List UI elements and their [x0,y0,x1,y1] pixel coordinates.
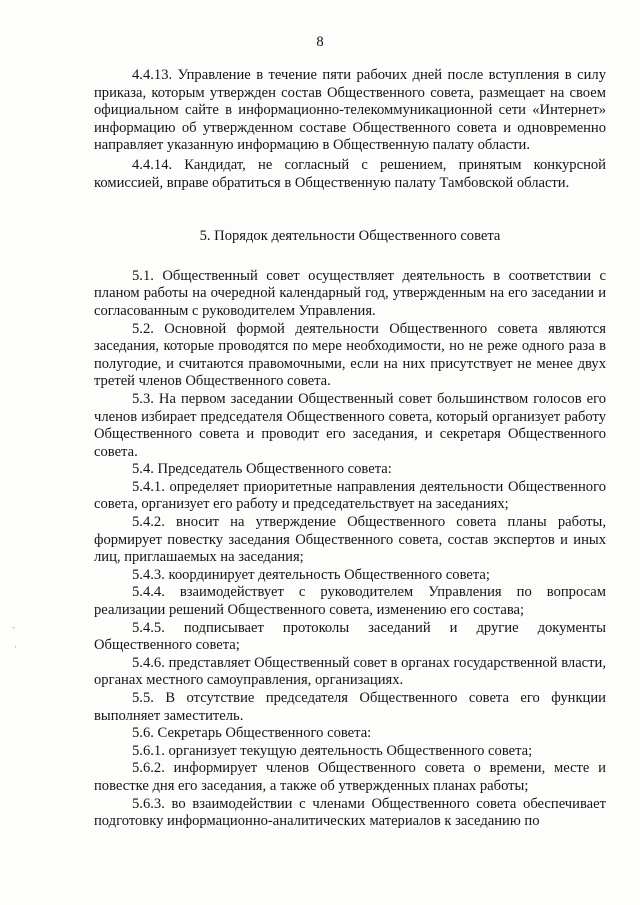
paragraph-5-4-3: 5.4.3. координирует деятельность Общественного совета; [132,566,490,583]
paragraph-5-4-4: 5.4.4. взаимодействует с руководителем Управления по вопросам реализации решений Общественного совета, изменению его состава; [94,584,606,619]
paragraph-4-4-13: 4.4.13. Управление в течение пяти рабочих дней после вступления в силу приказа, которым утвержден состав Общественного совета, размещает на своем официальном сайте в информационно-телекоммуникационной сети «Интернет» информацию об утвержденном составе Общественного совета и одновременно направляет указанную информацию в Общественную палату области. [94,67,606,154]
paragraph-4-4-14: 4.4.14. Кандидат, не согласный с решением, принятым конкурсной комиссией, вправе обратиться в Общественную палату Тамбовской области. [94,156,606,191]
paragraph-5-4-1: 5.4.1. определяет приоритетные направления деятельности Общественного совета, организует его работу и председательствует на заседаниях; [94,478,606,513]
paragraph-5-3: 5.3. На первом заседании Общественный совет большинством голосов его членов избирает председателя Общественного совета, который организует работу Общественного совета и проводит его заседания, и секретаря Общественного совета. [94,390,606,460]
paragraph-5-5: 5.5. В отсутствие председателя Общественного совета его функции выполняет заместитель. [94,690,606,724]
paragraph-5-6: 5.6. Секретарь Общественного совета: [132,725,372,742]
scan-speck: - [12,623,16,633]
paragraph-5-4-6: 5.4.6. представляет Общественный совет в органах государственной власти, органах местного самоуправления, организациях. [94,654,606,689]
paragraph-5-2: 5.2. Основной формой деятельности Общественного совета являются заседания, которые проводятся по мере необходимости, но не реже одного раза в полугодие, и считаются правомочными, если на них присутствует не менее двух третей членов Общественного совета. [94,320,606,390]
page-number: 8 [316,34,324,50]
paragraph-5-1: 5.1. Общественный совет осуществляет деятельность в соответствии с планом работы на очередной календарный год, утвержденным на его заседании и согласованным с руководителем Управления. [94,267,606,319]
document-body [94,67,606,831]
paragraph-5-6-3: 5.6.3. во взаимодействии с членами Общественного совета обеспечивает подготовку информационно-аналитических материалов к заседанию по [94,795,606,830]
paragraph-5-4-2: 5.4.2. вносит на утверждение Общественного совета планы работы, формирует повестку заседания Общественного совета, состав экспертов и иных лиц, приглашаемых на заседания; [94,514,606,566]
section-title: 5. Порядок деятельности Общественного совета [199,228,501,245]
paragraph-5-6-1: 5.6.1. организует текущую деятельность Общественного совета; [132,742,533,759]
paragraph-5-6-2: 5.6.2. информирует членов Общественного совета о времени, месте и повестке дня его заседания, а также об утвержденных планах работы; [94,760,606,794]
scan-speck: · [14,643,17,653]
paragraph-5-4-5: 5.4.5. подписывает протоколы заседаний и другие документы Общественного совета; [94,619,606,654]
paragraph-5-4: 5.4. Председатель Общественного совета: [132,461,392,478]
